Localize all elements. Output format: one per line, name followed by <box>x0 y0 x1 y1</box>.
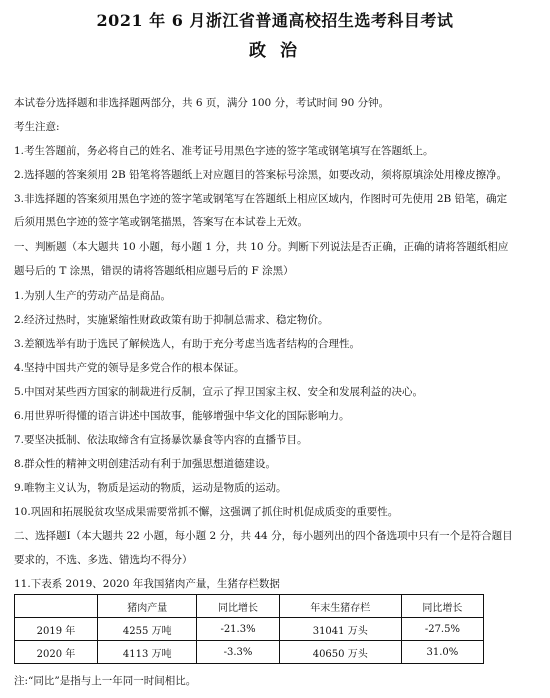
table-row <box>15 641 484 664</box>
section1-heading: 题号后的 T 涂黑，错误的请将答题纸相应题号后的 F 涂黑） <box>14 265 294 277</box>
section1-heading: 一、判断题（本大题共 10 小题，每小题 1 分，共 10 分。判断下列说法是否正确，正确的请将答题纸相应 <box>14 241 509 253</box>
notice-heading: 考生注意: <box>14 121 60 133</box>
table-cell: 2020 年 <box>15 641 98 664</box>
question-item: 6.用世界听得懂的语言讲述中国故事，能够增强中华文化的国际影响力。 <box>14 410 350 422</box>
notice-line: 后须用黑色字迹的签字笔或钢笔描黑，答案写在本试卷上无效。 <box>14 216 308 228</box>
question-item: 2.经济过热时，实施紧缩性财政政策有助于抑制总需求、稳定物价。 <box>14 314 329 326</box>
pork-production-table <box>14 594 484 664</box>
table-cell: 4255 万吨 <box>98 618 197 641</box>
table-cell: 31.0% <box>401 641 483 664</box>
table-cell: 4113 万吨 <box>98 641 197 664</box>
question-item: 3.差额选举有助于选民了解候选人，有助于充分考虑当选者结构的合理性。 <box>14 338 361 350</box>
table-header-cell: 同比增长 <box>197 595 279 618</box>
table-cell: 31041 万头 <box>279 618 401 641</box>
table-cell: 2019 年 <box>15 618 98 641</box>
question-item: 4.坚持中国共产党的领导是多党合作的根本保证。 <box>14 362 245 374</box>
table-header-cell: 同比增长 <box>401 595 483 618</box>
table-cell: 40650 万头 <box>279 641 401 664</box>
intro-text: 本试卷分选择题和非选择题两部分，共 6 页，满分 100 分，考试时间 90 分钟。 <box>14 97 390 109</box>
table-cell: -3.3% <box>197 641 279 664</box>
table-header-row <box>15 595 484 618</box>
table-cell: -27.5% <box>401 618 483 641</box>
section2-heading: 二、选择题Ⅰ（本大题共 22 小题，每小题 2 分，共 44 分，每小题列出的四个备选项中只有一个是符合题目 <box>14 530 513 542</box>
table-header-cell: 猪肉产量 <box>98 595 197 618</box>
question-item: 9.唯物主义认为，物质是运动的物质，运动是物质的运动。 <box>14 482 287 494</box>
exam-title: 2021 年 6 月浙江省普通高校招生选考科目考试 <box>96 11 454 30</box>
notice-line: 1.考生答题前，务必将自己的姓名、准考证号用黑色字迹的签字笔或钢笔填写在答题纸上。 <box>14 145 434 157</box>
notice-line: 2.选择题的答案须用 2B 铅笔将答题纸上对应题目的答案标号涂黑，如要改动，须将原填涂处用橡皮擦净。 <box>14 169 508 181</box>
question-item: 7.要坚决抵制、依法取缔含有宣扬暴饮暴食等内容的直播节目。 <box>14 434 308 446</box>
question-item: 10.巩固和拓展脱贫攻坚成果需要常抓不懈，这强调了抓住时机促成质变的重要性。 <box>14 506 399 518</box>
question-item: 8.群众性的精神文明创建活动有利于加强思想道德建设。 <box>14 458 277 470</box>
table-cell: -21.3% <box>197 618 279 641</box>
exam-subject: 政 治 <box>249 41 301 61</box>
table-row <box>15 618 484 641</box>
question-item: 1.为别人生产的劳动产品是商品。 <box>14 290 172 302</box>
section2-heading: 要求的，不选、多选、错选均不得分） <box>14 554 193 566</box>
table-header-cell <box>15 595 98 618</box>
table-footnote: 注:“同比”是指与上一年同一时间相比。 <box>14 675 197 687</box>
question-item: 5.中国对某些西方国家的制裁进行反制，宣示了捍卫国家主权、安全和发展利益的决心。 <box>14 386 424 398</box>
question-11-stem: 11.下表系 2019、2020 年我国猪肉产量，生猪存栏数据 <box>14 578 280 590</box>
notice-line: 3.非选择题的答案须用黑色字迹的签字笔或钢笔写在答题纸上相应区域内，作图时可先使用 2B 铅笔，确定 <box>14 193 508 205</box>
table-header-cell: 年末生猪存栏 <box>279 595 401 618</box>
